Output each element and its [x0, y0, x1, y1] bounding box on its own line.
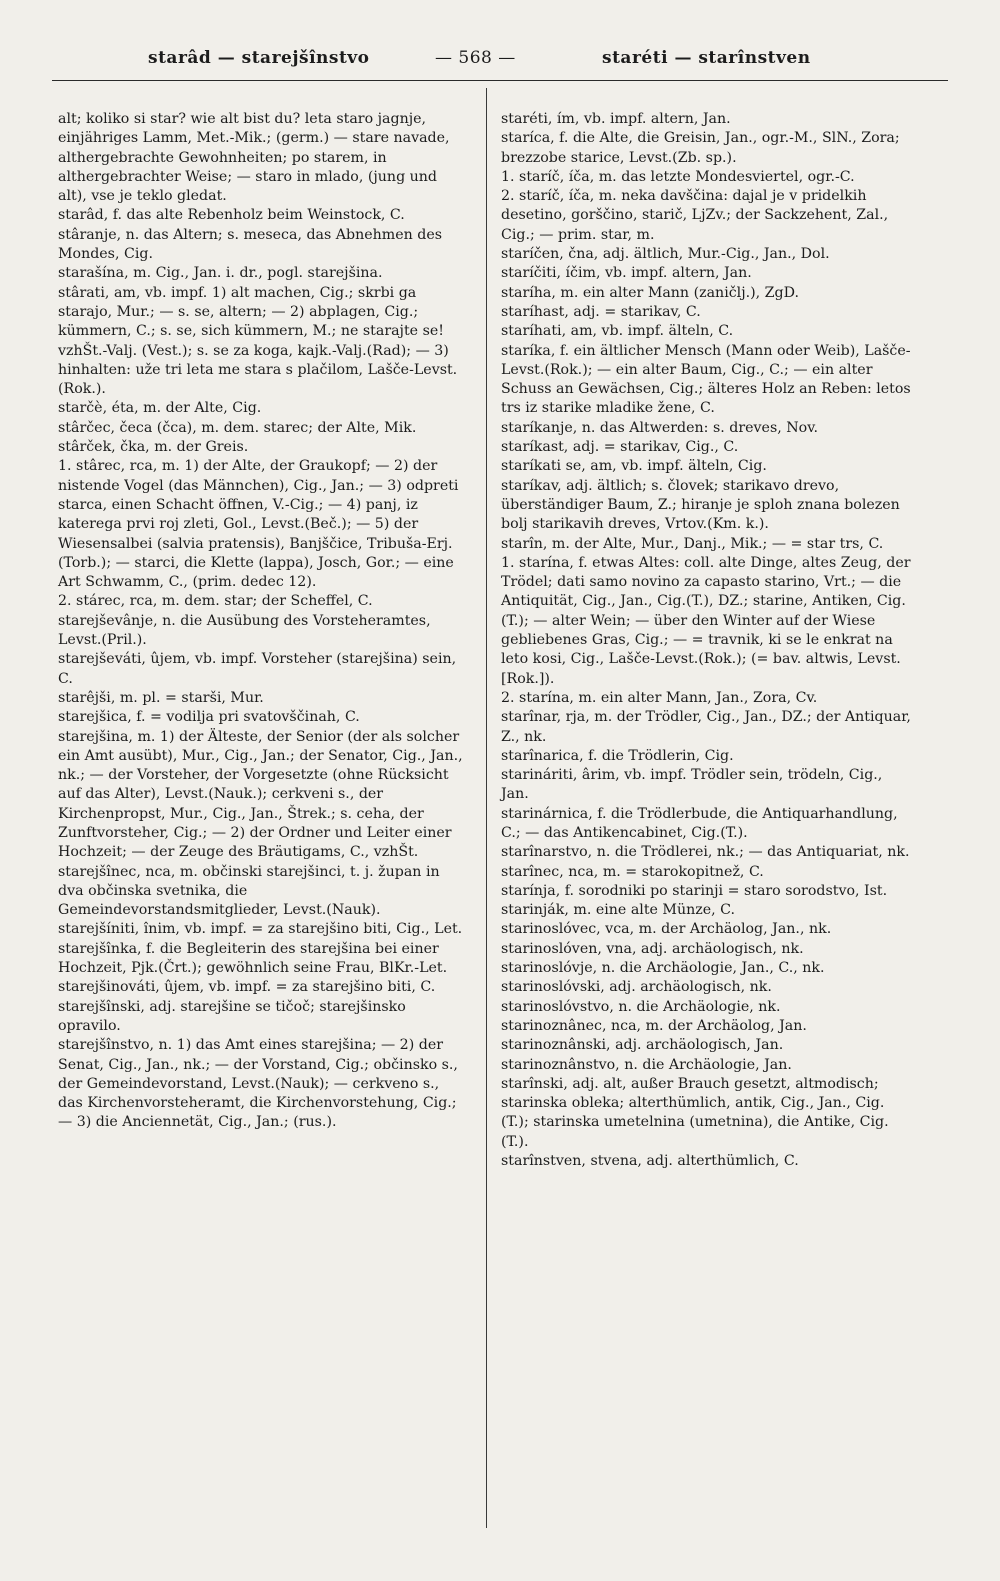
dictionary-entry: starinoslóvje, n. die Archäologie, Jan., C., nk.	[501, 960, 825, 977]
dictionary-entry: starejšînka, f. die Begleiterin des starejšina bei einer Hochzeit, Pjk.(Črt.); gewöhnlich seine Frau, BlKr.-Let.	[58, 940, 448, 977]
dictionary-entry: staríkav, adj. ältlich; s. človek; starikavo drevo, überständiger Baum, Z.; hiranje je sploh znana bolezen bolj starikavih dreves, Vrtov.(Km. k.).	[501, 477, 900, 533]
dictionary-entry: staríhast, adj. = starikav, C.	[501, 303, 701, 320]
dictionary-entry: starinoznânstvo, n. die Archäologie, Jan.	[501, 1056, 792, 1073]
dictionary-entry: stârčec, čeca (čca), m. dem. starec; der Alte, Mik.	[58, 419, 417, 436]
right-column	[501, 110, 911, 1171]
dictionary-entry: starináriti, ârim, vb. impf. Trödler sein, trödeln, Cig., Jan.	[501, 767, 883, 803]
dictionary-entry: starejšinováti, ûjem, vb. impf. = za starejšino biti, C.	[58, 979, 436, 996]
dictionary-entry: starejševânje, n. die Ausübung des Vorsteheramtes, Levst.(Pril.).	[58, 612, 431, 649]
dictionary-entry: starinoslóven, vna, adj. archäologisch, nk.	[501, 940, 804, 957]
dictionary-entry: 1. stârec, rca, m. 1) der Alte, der Graukopf; — 2) der nistende Vogel (das Männchen), Cig., Jan.; — 3) odpreti starca, einen Schacht öffnen, V.-Cig.; — 4) panj, iz katerega prvi roj zleti, Gol., Levst.(Beč.); — 5) der Wiesensalbei (salvia pratensis), Banjščice, Tribuša-Erj.(Torb.); — starci, die Klette (lappa), Josch, Gor.; — eine Art Schwamm, C., (prim. dedec 12).	[58, 458, 459, 591]
dictionary-entry: starînec, nca, m. = starokopitnež, C.	[501, 863, 764, 880]
dictionary-entry: starînar, rja, m. der Trödler, Cig., Jan., DZ.; der Antiquar, Z., nk.	[501, 709, 911, 745]
dictionary-entry: starejšînstvo, n. 1) das Amt eines starejšina; — 2) der Senat, Cig., Jan., nk.; — der Vorstand, Cig.; občinsko s., der Gemeindevorstand, Levst.(Nauk); — cerkveno s., das Kirchenvorsteheramt, die Kirchenvorstehung, Cig.; — 3) die Anciennetät, Cig., Jan.; (rus.).	[58, 1037, 458, 1131]
dictionary-entry: staríčiti, íčim, vb. impf. altern, Jan.	[501, 265, 752, 282]
page-header	[50, 48, 950, 74]
dictionary-entry: stârček, čka, m. der Greis.	[58, 439, 249, 456]
dictionary-entry: starejšînski, adj. starejšine se tičoč; starejšinsko opravilo.	[58, 998, 406, 1034]
dictionary-entry: 2. starína, m. ein alter Mann, Jan., Zora, Cv.	[501, 689, 818, 706]
dictionary-entry: starejšina, m. 1) der Älteste, der Senior (der als solcher ein Amt ausübt), Mur., Cig., Jan.; der Senator, Cig., Jan., nk.; — der Vorsteher, der Vorgesetzte (ohne Rücksicht auf das Alter), Levst.(Nauk.); cerkveni s., der Kirchenpropst, Mur., Cig., Jan., Štrek.; s. ceha, der Zunftvorsteher, Cig.; — 2) der Ordner und Leiter einer Hochzeit; — der Zeuge des Bräutigams, C., vzhŠt.	[58, 728, 463, 861]
dictionary-entry: staríha, m. ein alter Mann (zaničlj.), ZgD.	[501, 284, 799, 301]
dictionary-entry: starínja, f. sorodniki po starinji = staro sorodstvo, Ist.	[501, 882, 888, 899]
dictionary-entry: starinoznânski, adj. archäologisch, Jan.	[501, 1037, 784, 1054]
dictionary-entry: starinoslóvec, vca, m. der Archäolog, Jan., nk.	[501, 921, 832, 938]
column-divider	[486, 88, 487, 1528]
dictionary-entry: starinoslóvski, adj. archäologisch, nk.	[501, 979, 772, 996]
page-number: — 568 —	[435, 48, 516, 68]
dictionary-entry: staríca, f. die Alte, die Greisin, Jan., ogr.-M., SlN., Zora; brezzobe starice, Levst.(Zb. sp.).	[501, 130, 900, 166]
dictionary-entry: staríka, f. ein ältlicher Mensch (Mann oder Weib), Lašče-Levst.(Rok.); — ein alter Baum, Cig., C.; — ein alter Schuss an Gewächsen, Cig.; älteres Holz an Reben: letos trs iz starike mladike žene, C.	[501, 342, 911, 417]
dictionary-entry: starâd, f. das alte Rebenholz beim Weinstock, C.	[58, 207, 405, 224]
dictionary-entry: 2. staríč, íča, m. neka davščina: dajal je v pridelkih desetino, gorščino, starič, LjZv.; der Sackzehent, Zal., Cig.; — prim. star, m.	[501, 188, 889, 243]
dictionary-entry: starinoznânec, nca, m. der Archäolog, Jan.	[501, 1017, 807, 1034]
header-right-guideword: staréti — starînstven	[602, 48, 811, 68]
dictionary-entry: stâranje, n. das Altern; s. meseca, das Abnehmen des Mondes, Cig.	[58, 226, 443, 263]
dictionary-entry: starînarica, f. die Trödlerin, Cig.	[501, 747, 734, 764]
dictionary-entry: starčè, éta, m. der Alte, Cig.	[58, 400, 262, 417]
dictionary-entry: starašína, m. Cig., Jan. i. dr., pogl. starejšina.	[58, 265, 383, 282]
dictionary-entry: starinárnica, f. die Trödlerbude, die Antiquarhandlung, C.; — das Antikencabinet, Cig.(T.).	[501, 805, 898, 841]
dictionary-entry: 1. staríč, íča, m. das letzte Mondesviertel, ogr.-C.	[501, 168, 855, 185]
dictionary-entry: staríkast, adj. = starikav, Cig., C.	[501, 439, 739, 456]
dictionary-entry: starêjši, m. pl. = starši, Mur.	[58, 689, 264, 706]
dictionary-entry: 2. stárec, rca, m. dem. star; der Scheffel, C.	[58, 593, 373, 610]
dictionary-entry: starinják, m. eine alte Münze, C.	[501, 902, 735, 919]
dictionary-entry: staréti, ím, vb. impf. altern, Jan.	[501, 111, 731, 127]
dictionary-entry: starejšica, f. = vodilja pri svatovščinah, C.	[58, 709, 360, 726]
dictionary-entry: starînarstvo, n. die Trödlerei, nk.; — das Antiquariat, nk.	[501, 844, 910, 861]
header-left-guideword: starâd — starejšînstvo	[148, 48, 370, 68]
dictionary-entry: starinoslóvstvo, n. die Archäologie, nk.	[501, 998, 781, 1015]
dictionary-entry: staríhati, am, vb. impf. älteln, C.	[501, 323, 734, 340]
dictionary-entry: staríkanje, n. das Altwerden: s. dreves, Nov.	[501, 419, 819, 436]
dictionary-entry: starîn, m. der Alte, Mur., Danj., Mik.; — = star trs, C.	[501, 535, 884, 552]
dictionary-entry: 1. starína, f. etwas Altes: coll. alte Dinge, altes Zeug, der Trödel; dati samo novino za capasto starino, Vrt.; — die Antiquität, Cig., Jan., Cig.(T.), DZ.; starine, Antiken, Cig.(T.); — alter Wein; — über den Winter auf der Wiese gebliebenes Gras, Cig.; — = travnik, ki se le enkrat na leto kosi, Cig., Lašče-Levst.(Rok.); (= bav. altwis, Levst.[Rok.]).	[501, 554, 911, 687]
left-column	[58, 110, 466, 1133]
dictionary-entry: starejšíniti, înim, vb. impf. = za starejšino biti, Cig., Let.	[58, 921, 463, 938]
dictionary-entry: staríčen, čna, adj. ältlich, Mur.-Cig., Jan., Dol.	[501, 246, 830, 263]
dictionary-entry: starînski, adj. alt, außer Brauch gesetzt, altmodisch; starinska obleka; alterthümlich, antik, Cig., Jan., Cig.(T.); starinska umetelnina (umetnina), die Antike, Cig.(T.).	[501, 1075, 889, 1150]
dictionary-entry: staríkati se, am, vb. impf. älteln, Cig.	[501, 458, 767, 475]
dictionary-entry: stârati, am, vb. impf. 1) alt machen, Cig.; skrbi ga starajo, Mur.; — s. se, altern; — 2) abplagen, Cig.; kümmern, C.; s. se, sich kümmern, M.; ne starajte se! vzhŠt.-Valj. (Vest.); s. se za koga, kajk.-Valj.(Rad); — 3) hinhalten: uže tri leta me stara s plačilom, Lašče-Levst.(Rok.).	[58, 284, 458, 398]
dictionary-entry: starejševáti, ûjem, vb. impf. Vorsteher (starejšina) sein, C.	[58, 651, 457, 687]
header-rule	[52, 80, 948, 81]
dictionary-entry: starejšînec, nca, m. občinski starejšinci, t. j. župan in dva občinska svetnika, die Gemeindevorstandsmitglieder, Levst.(Nauk).	[58, 863, 440, 919]
dictionary-entry: starînstven, stvena, adj. alterthümlich, C.	[501, 1153, 799, 1170]
dictionary-entry: alt; koliko si star? wie alt bist du? leta staro jagnje, einjähriges Lamm, Met.-Mik.; (germ.) — stare navade, althergebrachte Gewohnheiten; po starem, in althergebrachter Weise; — staro in mlado, (jung und alt), vse je teklo gledat.	[58, 111, 450, 205]
